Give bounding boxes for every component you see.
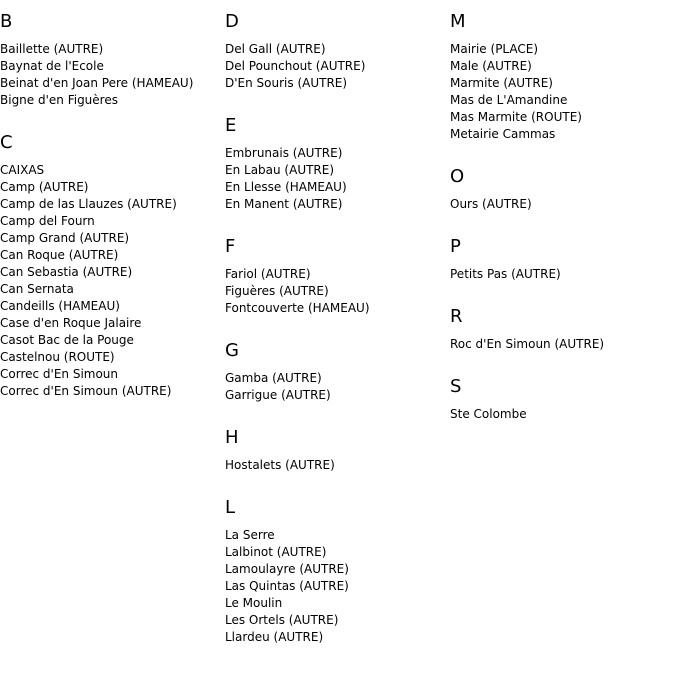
place-list <box>450 266 675 283</box>
letter-heading: H <box>225 427 239 448</box>
place-link[interactable]: Case d'en Roque Jalaire <box>0 316 142 330</box>
place-link[interactable]: Camp de las Llauzes (AUTRE) <box>0 197 177 211</box>
place-link[interactable]: Mas de L'Amandine <box>450 93 568 107</box>
letter-heading: P <box>450 236 461 257</box>
place-link[interactable]: Can Sebastia (AUTRE) <box>0 265 133 279</box>
place-link[interactable]: Embrunais (AUTRE) <box>225 146 343 160</box>
letter-heading: M <box>450 11 466 32</box>
letter-group <box>225 340 450 404</box>
place-link[interactable]: Correc d'En Simoun <box>0 367 119 381</box>
place-link[interactable]: Beinat d'en Joan Pere (HAMEAU) <box>0 76 194 90</box>
letter-group <box>225 497 450 646</box>
place-link[interactable]: Llardeu (AUTRE) <box>225 630 324 644</box>
place-list <box>0 41 225 109</box>
letter-heading: R <box>450 306 463 327</box>
place-link[interactable]: Casot Bac de la Pouge <box>0 333 134 347</box>
index-column-1 <box>0 0 225 400</box>
letter-heading: B <box>0 11 13 32</box>
place-link[interactable]: Ste Colombe <box>450 407 527 421</box>
place-link[interactable]: Baynat de l'Ecole <box>0 59 104 73</box>
place-link[interactable]: Can Roque (AUTRE) <box>0 248 119 262</box>
letter-heading: G <box>225 340 239 361</box>
place-list <box>450 406 675 423</box>
place-link[interactable]: Roc d'En Simoun (AUTRE) <box>450 337 605 351</box>
place-list <box>450 41 675 143</box>
letter-heading: E <box>225 115 237 136</box>
place-link[interactable]: En Llesse (HAMEAU) <box>225 180 347 194</box>
place-list <box>225 266 450 317</box>
place-link[interactable]: La Serre <box>225 528 275 542</box>
place-link[interactable]: CAIXAS <box>0 163 45 177</box>
letter-group <box>0 132 225 400</box>
letter-heading: F <box>225 236 236 257</box>
place-link[interactable]: Lalbinot (AUTRE) <box>225 545 327 559</box>
place-link[interactable]: Mas Marmite (ROUTE) <box>450 110 582 124</box>
place-link[interactable]: Baillette (AUTRE) <box>0 42 104 56</box>
place-list <box>225 527 450 646</box>
letter-heading: S <box>450 376 462 397</box>
place-link[interactable]: Le Moulin <box>225 596 283 610</box>
letter-heading: O <box>450 166 465 187</box>
place-link[interactable]: Can Sernata <box>0 282 74 296</box>
place-link[interactable]: Camp (AUTRE) <box>0 180 89 194</box>
letter-group <box>450 166 675 213</box>
letter-heading: D <box>225 11 239 32</box>
place-link[interactable]: Marmite (AUTRE) <box>450 76 553 90</box>
place-list <box>0 162 225 400</box>
letter-group <box>450 306 675 353</box>
place-link[interactable]: Ours (AUTRE) <box>450 197 532 211</box>
place-link[interactable]: En Labau (AUTRE) <box>225 163 335 177</box>
index-column-3 <box>450 0 675 423</box>
place-link[interactable]: Figuères (AUTRE) <box>225 284 329 298</box>
place-link[interactable]: Garrigue (AUTRE) <box>225 388 331 402</box>
place-link[interactable]: Las Quintas (AUTRE) <box>225 579 349 593</box>
letter-group <box>225 115 450 213</box>
index-column-2 <box>225 0 450 646</box>
place-link[interactable]: Camp Grand (AUTRE) <box>0 231 130 245</box>
place-list <box>225 41 450 92</box>
place-link[interactable]: Lamoulayre (AUTRE) <box>225 562 349 576</box>
place-link[interactable]: En Manent (AUTRE) <box>225 197 343 211</box>
place-link[interactable]: Mairie (PLACE) <box>450 42 539 56</box>
place-list <box>450 196 675 213</box>
place-link[interactable]: Metairie Cammas <box>450 127 556 141</box>
letter-group <box>225 427 450 474</box>
place-link[interactable]: Gamba (AUTRE) <box>225 371 322 385</box>
place-link[interactable]: Camp del Fourn <box>0 214 95 228</box>
place-link[interactable]: Del Pounchout (AUTRE) <box>225 59 366 73</box>
place-link[interactable]: Hostalets (AUTRE) <box>225 458 335 472</box>
place-link[interactable]: Fontcouverte (HAMEAU) <box>225 301 370 315</box>
place-link[interactable]: D'En Souris (AUTRE) <box>225 76 348 90</box>
place-list <box>225 145 450 213</box>
letter-group <box>450 11 675 143</box>
letter-heading: C <box>0 132 13 153</box>
letter-group <box>0 11 225 109</box>
place-link[interactable]: Castelnou (ROUTE) <box>0 350 115 364</box>
place-link[interactable]: Fariol (AUTRE) <box>225 267 311 281</box>
place-link[interactable]: Candeills (HAMEAU) <box>0 299 120 313</box>
letter-group <box>225 236 450 317</box>
place-link[interactable]: Male (AUTRE) <box>450 59 532 73</box>
place-link[interactable]: Bigne d'en Figuères <box>0 93 118 107</box>
place-link[interactable]: Correc d'En Simoun (AUTRE) <box>0 384 172 398</box>
letter-heading: L <box>225 497 236 518</box>
place-list <box>225 370 450 404</box>
place-link[interactable]: Les Ortels (AUTRE) <box>225 613 339 627</box>
place-link[interactable]: Del Gall (AUTRE) <box>225 42 326 56</box>
letter-group <box>450 376 675 423</box>
place-link[interactable]: Petits Pas (AUTRE) <box>450 267 561 281</box>
place-list <box>450 336 675 353</box>
place-list <box>225 457 450 474</box>
letter-group <box>225 11 450 92</box>
letter-group <box>450 236 675 283</box>
